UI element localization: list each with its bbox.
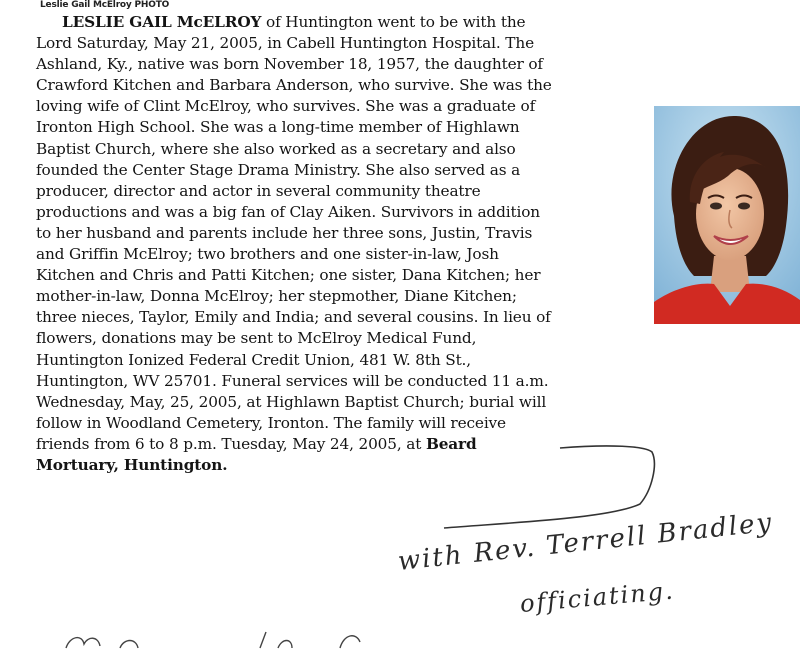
obituary-text (36, 12, 656, 476)
obituary-line: Baptist Church, where she also worked as a secretary and also (36, 139, 516, 158)
obituary-line: three nieces, Taylor, Emily and India; and several cousins. In lieu of (36, 308, 551, 327)
obituary-line: Ashland, Ky., native was born November 18, 1957, the daughter of (36, 55, 543, 74)
obituary-line: Huntington, WV 25701. Funeral services will be conducted 11 a.m. (36, 371, 549, 390)
obituary-line: Lord Saturday, May 21, 2005, in Cabell Huntington Hospital. The (36, 34, 534, 53)
obituary-line: Huntington Ionized Federal Credit Union, 481 W. 8th St., (36, 350, 471, 369)
obituary-line: Kitchen and Chris and Patti Kitchen; one sister, Dana Kitchen; her (36, 266, 541, 285)
obituary-line: to her husband and parents include her three sons, Justin, Travis (36, 223, 533, 242)
obituary-line: Wednesday, May, 25, 2005, at Highlawn Baptist Church; burial will (36, 392, 547, 411)
handwritten-bracket (440, 440, 670, 530)
portrait-photo (654, 106, 800, 324)
obituary-line: productions and was a big fan of Clay Aiken. Survivors in addition (36, 202, 540, 221)
portrait-illustration (654, 106, 800, 324)
funeral-home-name: Beard (425, 434, 477, 453)
obituary-line: flowers, donations may be sent to McElroy Medical Fund, (36, 329, 477, 348)
handwritten-scribble (60, 628, 380, 649)
handwritten-note-line-1: with Rev. Terrell Bradley (396, 507, 775, 577)
obituary-line: Crawford Kitchen and Barbara Anderson, who survive. She was the (36, 76, 552, 95)
deceased-name: LESLIE GAIL McELROY (62, 13, 262, 31)
funeral-home-location: Mortuary, Huntington. (36, 455, 228, 474)
obituary-line: Ironton High School. She was a long-time member of Highlawn (36, 118, 520, 137)
obituary-line: loving wife of Clint McElroy, who survives. She was a graduate of (36, 97, 536, 116)
photo-credit: Leslie Gail McElroy PHOTO (40, 0, 170, 10)
obituary-line: friends from 6 to 8 p.m. Tuesday, May 24, 2005, at Beard (36, 434, 477, 453)
obituary-line: mother-in-law, Donna McElroy; her stepmother, Diane Kitchen; (36, 287, 517, 306)
obituary-line: follow in Woodland Cemetery, Ironton. The family will receive (36, 413, 506, 432)
obituary-line-1: LESLIE GAIL McELROY of Huntington went to be with the (62, 13, 526, 31)
obituary-line: and Griffin McElroy; two brothers and one sister-in-law, Josh (36, 245, 499, 264)
handwritten-note-line-2: officiating. (518, 576, 676, 618)
obituary-line: founded the Center Stage Drama Ministry. She also served as a (36, 160, 521, 179)
obituary-line: producer, director and actor in several community theatre (36, 181, 481, 200)
